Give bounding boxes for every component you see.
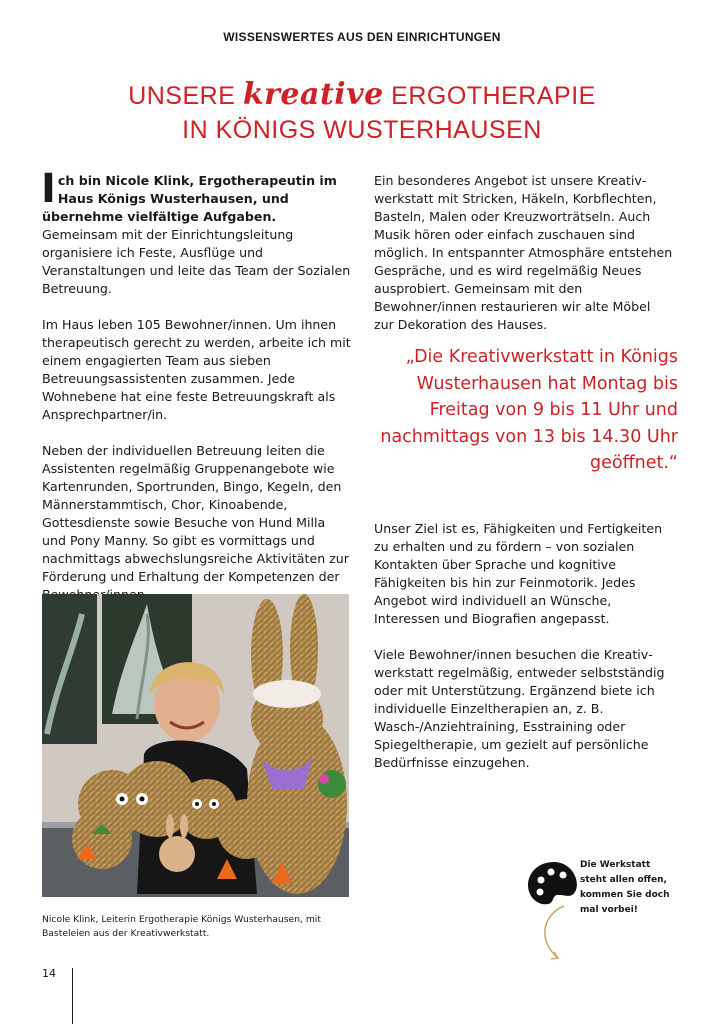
page-rule	[72, 968, 73, 1024]
intro-rest: Gemeinsam mit der Einrichtungsleitung organisiere ich Feste, Ausflüge und Veranstaltungen und leite das Team der Sozialen Betreuung.	[42, 227, 351, 296]
paragraph-workshop: Ein besonderes Angebot ist unsere Kreativwerkstatt mit Stricken, Häkeln, Korbflechten, Basteln, Malen oder Kreuzworträtseln. Auch Musik hören oder einfach zuschauen sind möglich. In entspannter Atmosphäre entstehen Gespräche, und es wird regelmäßig Neues ausprobiert. Gemeinsam mit den Bewohner/innen restaurieren wir alte Möbel zur Dekoration des Hauses.	[374, 173, 673, 332]
badge-text: Die Werkstatt steht allen offen, kommen Sie doch mal vorbei!	[580, 860, 670, 915]
title-line-2: IN KÖNIGS WUSTERHAUSEN	[182, 116, 542, 144]
drop-cap: I	[41, 166, 56, 212]
page-title	[0, 78, 724, 147]
pull-quote: „Die Kreativwerkstatt in Königs Wusterhausen hat Montag bis Freitag von 9 bis 11 Uhr und nachmittags von 13 bis 14.30 Uhr geöffnet.“	[380, 347, 678, 473]
info-badge	[524, 854, 584, 968]
paragraph-residents: Im Haus leben 105 Bewohner/innen. Um ihnen therapeutisch gerecht zu werden, arbeite ich mit einem engagierten Team aus sieben Betreuungsassistenten zusammen. Jede Wohnebene hat eine feste Betreuungskraft als Ansprechpartner/in.	[42, 317, 351, 422]
left-column	[41, 166, 352, 622]
photo-therapist-crafts	[42, 594, 349, 897]
photo-illustration	[42, 594, 349, 897]
intro-paragraph	[41, 166, 352, 298]
right-column-lower	[374, 520, 674, 790]
lead-text: ch bin Nicole Klink, Ergotherapeutin im Haus Königs Wusterhausen, und übernehme vielfältige Aufgaben.	[42, 173, 337, 224]
title-part-c: ERGOTHERAPIE	[383, 82, 596, 110]
page-number: 14	[42, 967, 56, 980]
section-header: WISSENSWERTES AUS DEN EINRICHTUNGEN	[223, 30, 501, 44]
title-script-word: kreative	[242, 77, 384, 112]
photo-caption: Nicole Klink, Leiterin Ergotherapie Königs Wusterhausen, mit Basteleien aus der Kreativwerkstatt.	[42, 914, 321, 939]
paragraph-goals: Unser Ziel ist es, Fähigkeiten und Fertigkeiten zu erhalten und zu fördern – von sozialen Kontakten über Sprache und kognitive Fähigkeiten bis hin zur Feinmotorik. Jedes Angebot wird individuell an Wünsche, Interessen und Biografien angepasst.	[374, 521, 663, 626]
paragraph-therapy: Viele Bewohner/innen besuchen die Kreativwerkstatt regelmäßig, entweder selbstständig oder mit Unterstützung. Ergänzend biete ich individuelle Einzeltherapien an, z. B. Wasch-/Anziehtraining, Esstraining oder Spiegeltherapie, um gezielt auf persönliche Bedürfnisse einzugehen.	[374, 647, 665, 770]
paragraph-activities: Neben der individuellen Betreuung leiten die Assistenten regelmäßig Gruppenangebote wie Kartenrunden, Sportrunden, Bingo, Kegeln, den Männerstammtisch, Chor, Kinoabende, Gottesdienste sowie Besuche von Hund Milla und Pony Manny. So gibt es vormittags und nachmittags abwechslungsreiche Aktivitäten zur Förderung und Erhaltung der Kompetenzen der	[42, 443, 349, 584]
right-column	[374, 172, 674, 352]
title-part-a: UNSERE	[128, 82, 243, 110]
palette-icon	[524, 854, 584, 964]
title-line-1	[0, 78, 724, 113]
